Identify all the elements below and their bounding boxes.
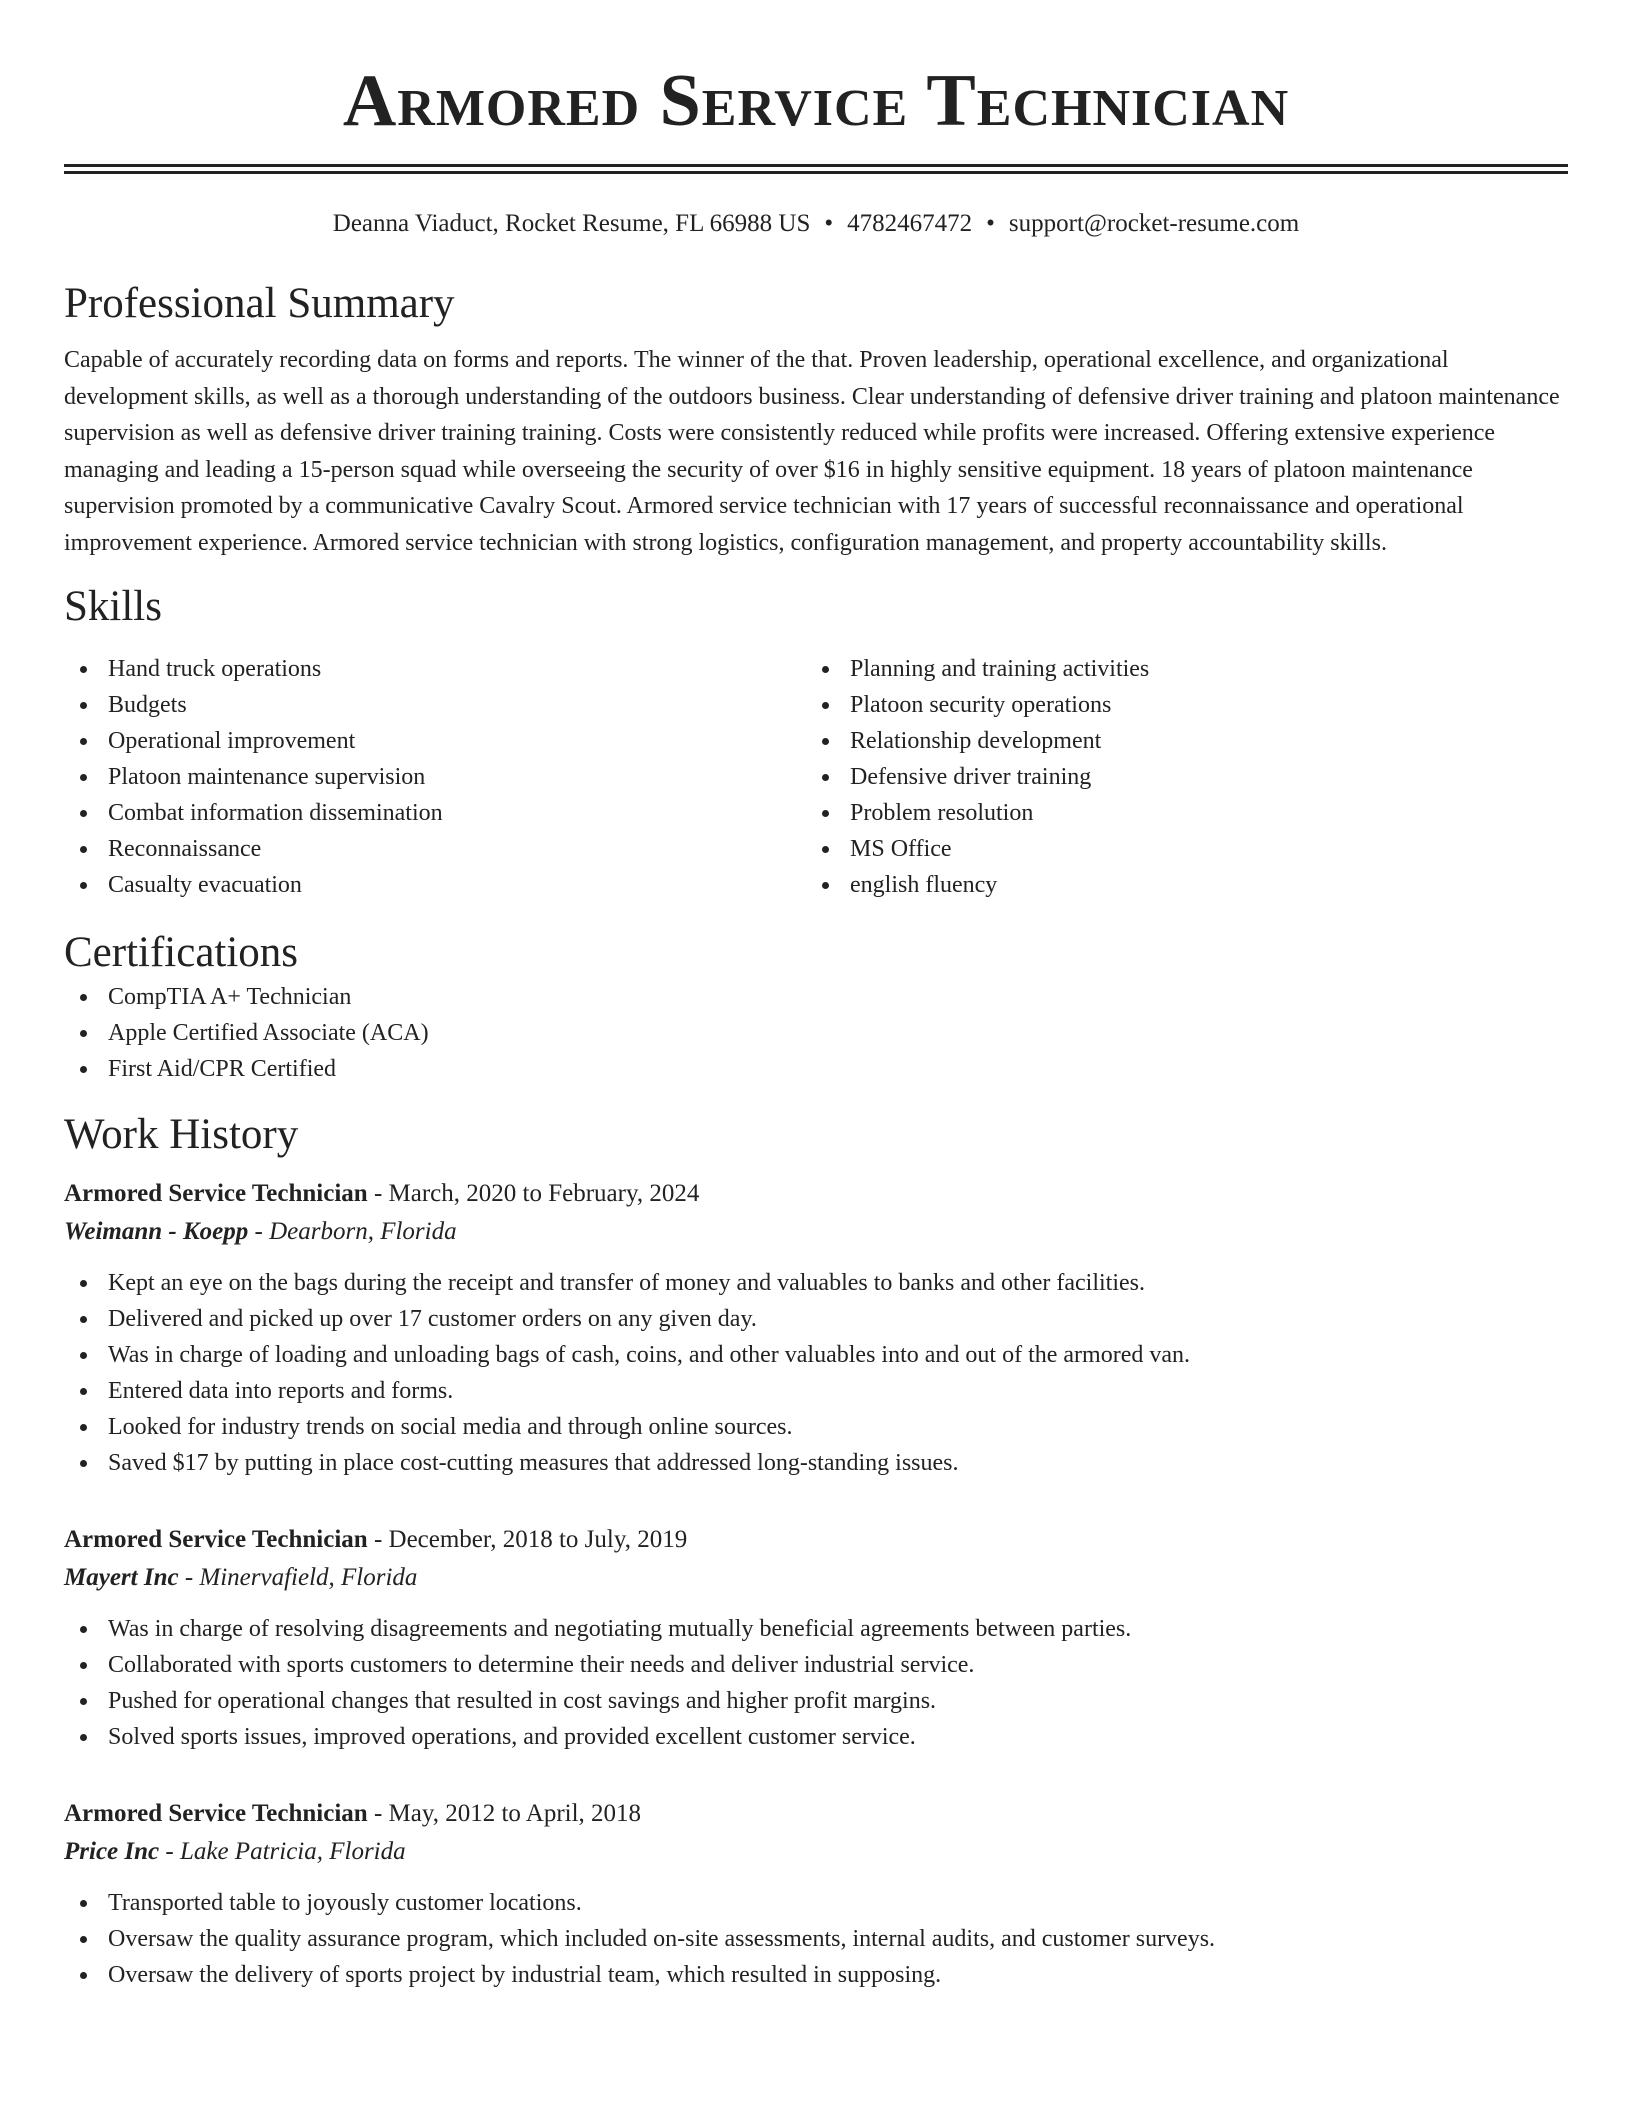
job-duty-item [64, 1301, 1568, 1337]
bullet-icon [80, 1972, 87, 1979]
job-duty-item [64, 1611, 1568, 1647]
certification-item [64, 1051, 1568, 1087]
bullet-icon [822, 738, 829, 745]
bullet-icon [80, 810, 87, 817]
contact-phone: 4782467472 [847, 210, 973, 237]
skill-item-text: Hand truck operations [108, 656, 322, 682]
skill-item [64, 795, 806, 831]
company-name: Price Inc [64, 1838, 160, 1865]
job-duty-item-text: Pushed for operational changes that resulted in cost savings and higher profit margins. [108, 1688, 937, 1714]
skill-item [64, 831, 806, 867]
bullet-icon [80, 1066, 87, 1073]
job-duty-item-text: Oversaw the delivery of sports project by industrial team, which resulted in supposing. [108, 1962, 942, 1988]
job-duty-item [64, 1265, 1568, 1301]
job-duty-item [64, 1647, 1568, 1683]
job-duty-item-text: Saved $17 by putting in place cost-cutting measures that addressed long-standing issues. [108, 1450, 959, 1476]
skills-heading: Skills [64, 583, 162, 630]
resume-title: Armored Service Technician [342, 60, 1290, 142]
job-duties-list [64, 1885, 1568, 1993]
bullet-icon [80, 702, 87, 709]
job-duty-item-text: Transported table to joyously customer locations. [108, 1890, 582, 1916]
job-entry [64, 1175, 1568, 1481]
company-location: - Lake Patricia, Florida [159, 1838, 406, 1865]
skill-item-text: Combat information dissemination [108, 800, 443, 826]
bullet-icon [80, 1662, 87, 1669]
skill-item-text: Reconnaissance [108, 836, 262, 862]
job-title: Armored Service Technician [64, 1180, 368, 1207]
skills-list-right [806, 651, 1548, 903]
bullet-icon [80, 1734, 87, 1741]
bullet-icon [822, 774, 829, 781]
skill-item-text: Operational improvement [108, 728, 356, 754]
job-duty-item [64, 1373, 1568, 1409]
summary-heading: Professional Summary [64, 280, 455, 327]
bullet-icon [822, 882, 829, 889]
skill-item-text: Defensive driver training [850, 764, 1092, 790]
bullet-icon [822, 846, 829, 853]
job-title-line [64, 1175, 1568, 1213]
company-line [64, 1833, 1568, 1871]
company-location: - Minervafield, Florida [178, 1564, 418, 1591]
bullet-icon [80, 994, 87, 1001]
job-duty-item-text: Solved sports issues, improved operations, and provided excellent customer service. [108, 1724, 916, 1750]
skills-column-right [806, 651, 1548, 903]
job-duty-item [64, 1337, 1568, 1373]
skill-item-text: Planning and training activities [850, 656, 1150, 682]
bullet-icon [80, 774, 87, 781]
bullet-icon [80, 1936, 87, 1943]
job-duty-item-text: Kept an eye on the bags during the receipt and transfer of money and valuables to banks and other facilities. [108, 1270, 1145, 1296]
skill-item-text: Platoon maintenance supervision [108, 764, 426, 790]
skills-grid [64, 651, 1568, 903]
job-dates: - March, 2020 to February, 2024 [367, 1180, 700, 1207]
work-history-heading: Work History [64, 1111, 299, 1158]
bullet-icon [80, 666, 87, 673]
summary-text: Capable of accurately recording data on forms and reports. The winner of the that. Proven leadership, operational excellence, and organizational development skills, as well as a thorough understanding of the outdoors business. Clear understanding of defensive driver training and platoon maintenance supervision as well as defensive driver training training. Costs were consistently reduced while profits were increased. Offering extensive experience managing and leading a 15-person squad while overseeing the security of over $16 in highly sensitive equipment. 18 years of platoon maintenance supervision promoted by a communicative Cavalry Scout. Armored service technician with 17 years of successful reconnaissance and operational improvement experience. Armored service technician with strong logistics, configuration management, and property accountability skills. [64, 347, 1560, 556]
job-duty-item [64, 1445, 1568, 1481]
job-entry [64, 1521, 1568, 1755]
job-duty-item [64, 1719, 1568, 1755]
certification-item [64, 1015, 1568, 1051]
job-duty-item [64, 1683, 1568, 1719]
bullet-icon [80, 1352, 87, 1359]
skill-item-text: Casualty evacuation [108, 872, 302, 898]
bullet-icon [80, 1388, 87, 1395]
certifications-list [64, 979, 1568, 1087]
bullet-icon [80, 1030, 87, 1037]
skill-item-text: english fluency [850, 872, 998, 898]
certification-item-text: First Aid/CPR Certified [108, 1056, 337, 1082]
bullet-icon [80, 882, 87, 889]
job-duties-list [64, 1265, 1568, 1481]
job-duty-item-text: Looked for industry trends on social media and through online sources. [108, 1414, 793, 1440]
bullet-icon [822, 702, 829, 709]
contact-separator: • [824, 210, 834, 237]
bullet-icon [80, 1424, 87, 1431]
skills-list-left [64, 651, 806, 903]
job-duty-item [64, 1885, 1568, 1921]
skill-item [64, 651, 806, 687]
bullet-icon [80, 1316, 87, 1323]
job-duty-item-text: Collaborated with sports customers to determine their needs and deliver industrial service. [108, 1652, 975, 1678]
job-duty-item [64, 1921, 1568, 1957]
job-duty-item [64, 1957, 1568, 1993]
skill-item [806, 831, 1548, 867]
job-dates: - May, 2012 to April, 2018 [367, 1800, 642, 1827]
company-name: Weimann - Koepp [64, 1218, 249, 1245]
bullet-icon [80, 1698, 87, 1705]
skill-item-text: Relationship development [850, 728, 1102, 754]
job-duty-item-text: Delivered and picked up over 17 customer orders on any given day. [108, 1306, 757, 1332]
company-line [64, 1213, 1568, 1251]
skill-item [806, 687, 1548, 723]
skill-item [806, 867, 1548, 903]
title-divider [64, 164, 1568, 174]
skill-item [64, 723, 806, 759]
skill-item [64, 867, 806, 903]
bullet-icon [80, 1280, 87, 1287]
skill-item [806, 651, 1548, 687]
certification-item [64, 979, 1568, 1015]
bullet-icon [80, 1460, 87, 1467]
job-duty-item-text: Oversaw the quality assurance program, which included on-site assessments, internal audits, and customer surveys. [108, 1926, 1216, 1952]
skills-column-left [64, 651, 806, 903]
contact-separator: • [986, 210, 995, 237]
contact-line [64, 208, 1568, 240]
certifications-heading: Certifications [64, 929, 299, 976]
skill-item [64, 759, 806, 795]
skill-item-text: Budgets [108, 692, 187, 718]
skill-item-text: MS Office [850, 836, 952, 862]
skill-item [806, 723, 1548, 759]
skill-item-text: Problem resolution [850, 800, 1034, 826]
job-duty-item [64, 1409, 1568, 1445]
contact-email: support@rocket-resume.com [1008, 210, 1300, 237]
job-duties-list [64, 1611, 1568, 1755]
job-title: Armored Service Technician [64, 1800, 368, 1827]
job-duty-item-text: Was in charge of loading and unloading bags of cash, coins, and other valuables into and out of the armored van. [108, 1342, 1190, 1368]
job-title-line [64, 1521, 1568, 1559]
company-location: - Dearborn, Florida [248, 1218, 457, 1245]
skill-item-text: Platoon security operations [850, 692, 1112, 718]
bullet-icon [80, 1900, 87, 1907]
bullet-icon [822, 666, 829, 673]
skill-item [806, 759, 1548, 795]
bullet-icon [822, 810, 829, 817]
bullet-icon [80, 1626, 87, 1633]
bullet-icon [80, 738, 87, 745]
job-duty-item-text: Entered data into reports and forms. [108, 1378, 454, 1404]
contact-address: Deanna Viaduct, Rocket Resume, FL 66988 US [332, 210, 811, 237]
job-dates: - December, 2018 to July, 2019 [367, 1526, 688, 1553]
job-title-line [64, 1795, 1568, 1833]
job-entry [64, 1795, 1568, 1993]
company-name: Mayert Inc [64, 1564, 179, 1591]
certification-item-text: CompTIA A+ Technician [108, 984, 352, 1010]
skill-item [806, 795, 1548, 831]
bullet-icon [80, 846, 87, 853]
skill-item [64, 687, 806, 723]
company-line [64, 1559, 1568, 1597]
job-title: Armored Service Technician [64, 1526, 368, 1553]
job-duty-item-text: Was in charge of resolving disagreements and negotiating mutually beneficial agreements between parties. [108, 1616, 1132, 1642]
certification-item-text: Apple Certified Associate (ACA) [108, 1020, 429, 1046]
